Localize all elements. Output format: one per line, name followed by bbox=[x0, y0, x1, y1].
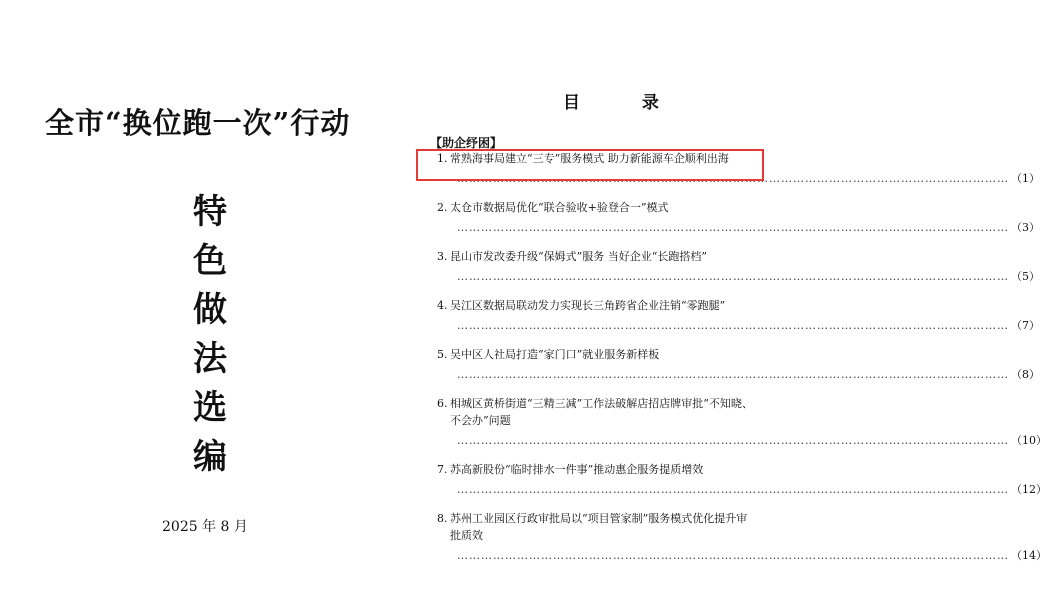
toc-item[interactable] bbox=[437, 297, 1040, 334]
vertical-char: 特 bbox=[193, 192, 227, 232]
toc-leader bbox=[437, 366, 1040, 383]
toc-item-title-continued: 批质效 bbox=[450, 529, 483, 542]
toc-item-number: 6. bbox=[437, 397, 448, 410]
toc-item-number: 3. bbox=[437, 250, 448, 263]
toc-item-title: 吴中区人社局打造“家门口”就业服务新样板 bbox=[450, 348, 660, 361]
toc-item-page: （10） bbox=[1011, 434, 1047, 447]
toc-leader bbox=[437, 219, 1040, 236]
toc-item-title: 吴江区数据局联动发力实现长三角跨省企业注销“零跑腿” bbox=[450, 299, 726, 312]
vertical-char: 法 bbox=[193, 339, 227, 379]
toc-item-page: （8） bbox=[1011, 368, 1040, 381]
toc-leader bbox=[437, 268, 1040, 285]
toc-item[interactable] bbox=[437, 346, 1040, 383]
vertical-char: 编 bbox=[193, 437, 227, 477]
toc-item-title: 苏州工业园区行政审批局以“项目管家制”服务模式优化提升审 bbox=[450, 512, 748, 525]
toc-item-number: 4. bbox=[437, 299, 448, 312]
leader-dots: ………………………………………………………………………………………………………………………… bbox=[457, 270, 1009, 283]
vertical-char: 做 bbox=[193, 290, 227, 330]
toc-item-number: 8. bbox=[437, 512, 448, 525]
toc-item[interactable] bbox=[437, 199, 1040, 236]
toc-item-page: （14） bbox=[1011, 549, 1047, 562]
leader-dots: ………………………………………………………………………………………………………………………… bbox=[457, 172, 1009, 185]
leader-dots: ………………………………………………………………………………………………………………………… bbox=[457, 483, 1009, 496]
cover-title: 全市“换位跑一次”行动 bbox=[45, 106, 351, 140]
toc-heading: 目 录 bbox=[563, 93, 687, 113]
toc-item[interactable] bbox=[437, 248, 1040, 285]
toc-list bbox=[437, 150, 1047, 576]
leader-dots: ………………………………………………………………………………………………………………………… bbox=[457, 434, 1009, 447]
highlight-box bbox=[416, 149, 764, 181]
toc-leader bbox=[437, 481, 1047, 498]
toc-item-number: 1. bbox=[437, 152, 448, 165]
leader-dots: ………………………………………………………………………………………………………………………… bbox=[457, 368, 1009, 381]
cover-date: 2025 年 8 月 bbox=[162, 519, 248, 535]
toc-item-title: 苏高新股份“临时排水一件事”推动惠企服务提质增效 bbox=[450, 463, 704, 476]
vertical-char: 色 bbox=[193, 241, 227, 281]
toc-item[interactable] bbox=[437, 461, 1047, 498]
toc-item-number: 2. bbox=[437, 201, 448, 214]
toc-item-title: 相城区黄桥街道“三精三减”工作法破解店招店牌审批“不知晓、 bbox=[450, 397, 753, 410]
vertical-char: 选 bbox=[193, 388, 227, 428]
toc-leader bbox=[437, 317, 1040, 334]
toc-item-title: 常熟海事局建立“三专”服务模式 助力新能源车企顺利出海 bbox=[450, 152, 729, 165]
toc-item-title-continued: 不会办”问题 bbox=[450, 414, 511, 427]
toc-item-page: （3） bbox=[1011, 221, 1040, 234]
toc-item-page: （5） bbox=[1011, 270, 1040, 283]
toc-item[interactable] bbox=[437, 510, 1047, 564]
leader-dots: ………………………………………………………………………………………………………………………… bbox=[457, 221, 1009, 234]
toc-section-label: 【助企纾困】 bbox=[430, 136, 503, 150]
toc-item-page: （7） bbox=[1011, 319, 1040, 332]
toc-item-number: 7. bbox=[437, 463, 448, 476]
cover-vertical-title bbox=[180, 188, 240, 482]
toc-item-number: 5. bbox=[437, 348, 448, 361]
toc-item[interactable] bbox=[437, 395, 1047, 449]
toc-item-title: 太仓市数据局优化“联合验收+验登合一”模式 bbox=[450, 201, 669, 214]
leader-dots: ………………………………………………………………………………………………………………………… bbox=[457, 319, 1009, 332]
toc-item-title: 昆山市发改委升级“保姆式”服务 当好企业“长跑搭档” bbox=[450, 250, 707, 263]
toc-item-page: （12） bbox=[1011, 483, 1047, 496]
leader-dots: ………………………………………………………………………………………………………………………… bbox=[457, 549, 1009, 562]
toc-leader bbox=[437, 432, 1047, 449]
toc-item-page: （1） bbox=[1011, 172, 1040, 185]
toc-leader bbox=[437, 547, 1047, 564]
